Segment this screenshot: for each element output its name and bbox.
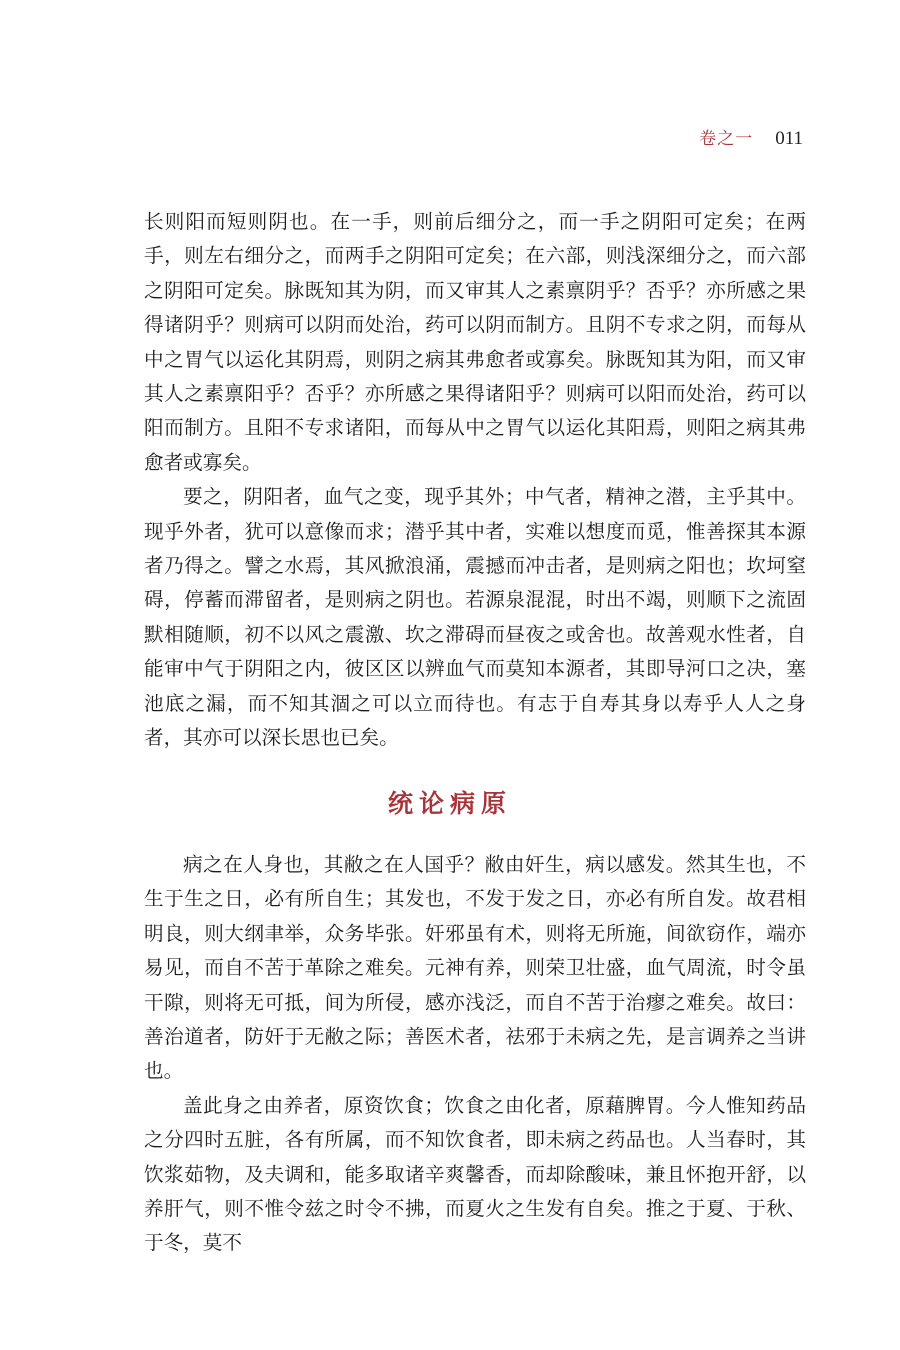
section-title: 统论病原: [387, 789, 512, 818]
text-block-lower: [144, 848, 806, 1261]
running-header: [699, 124, 803, 154]
section-name: 卷之一: [699, 129, 754, 149]
text-block-upper: [144, 205, 806, 756]
paragraph: 要之，阴阳者，血气之变，现乎其外；中气者，精神之潜，主乎其中。现乎外者，犹可以意像而求；潜乎其中者，实难以想度而觅，惟善探其本源者乃得之。譬之水焉，其风掀浪涌，震撼而冲击者，是则病之阳也；坎坷窒碍，停蓄而滞留者，是则病之阴也。若源泉混混，时出不竭，则顺下之流固默相随顺，初不以风之震激、坎之滞碍而昼夜之或舍也。故善观水性者，自能审中气于阴阳之内，彼区区以辨血气而莫知本源者，其即导河口之决，塞池底之漏，而不知其涸之可以立而待也。有志于自寿其身以寿乎人人之身者，其亦可以深长思也已矣。: [144, 485, 806, 750]
paragraph: 盖此身之由养者，原资饮食；饮食之由化者，原藉脾胃。今人惟知药品之分四时五脏，各有所属，而不知饮食者，即未病之药品也。人当春时，其饮浆茹物，及夫调和，能多取诸辛爽馨香，而却除酸味，兼且怀抱开舒，以养肝气，则不惟令兹之时令不拂，而夏火之生发有自矣。推之于夏、于秋、于冬，莫不: [144, 1093, 806, 1255]
paragraph: 病之在人身也，其敝之在人国乎？敝由奸生，病以感发。然其生也，不生于生之日，必有所自生；其发也，不发于发之日，亦必有所自发。故君相明良，则大纲聿举，众务毕张。奸邪虽有术，则将无所施，间欲窃作，端亦易见，而自不苦于革除之难矣。元神有养，则荣卫壮盛，血气周流，时令虽干隙，则将无可抵，间为所侵，感亦浅泛，而自不苦于治瘳之难矣。故曰：善治道者，防奸于无敝之际；善医术者，祛邪于未病之先，是言调养之当讲也。: [144, 853, 806, 1083]
page-number: 011: [775, 128, 803, 149]
paragraph-continuation: 长则阳而短则阴也。在一手，则前后细分之，而一手之阴阳可定矣；在两手，则左右细分之，而两手之阴阳可定矣；在六部，则浅深细分之，而六部之阴阳可定矣。脉既知其为阴，而又审其人之素禀阴乎？否乎？亦所感之果得诸阴乎？则病可以阴而处治，药可以阴而制方。且阴不专求之阴，而每从中之胃气以运化其阴焉，则阴之病其弗愈者或寡矣。脉既知其为阳，而又审其人之素禀阳乎？否乎？亦所感之果得诸阳乎？则病可以阳而处治，药可以阳而制方。且阳不专求诸阳，而每从中之胃气以运化其阳焉，则阳之病其弗愈者或寡矣。: [144, 210, 806, 474]
